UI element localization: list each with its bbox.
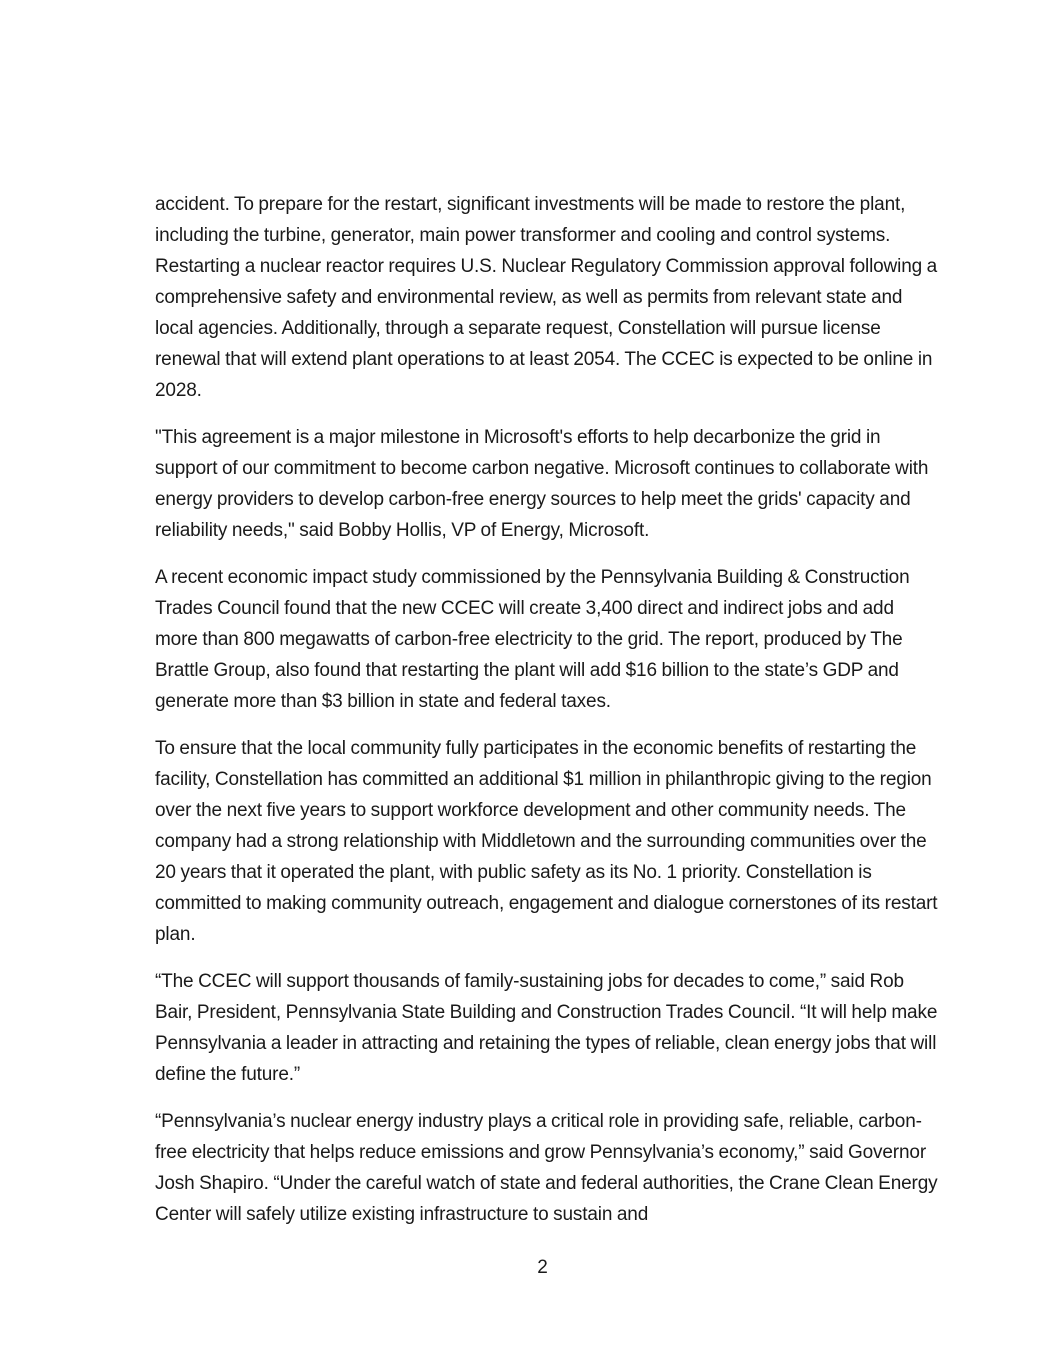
paragraph-community-commitment: To ensure that the local community fully participates in the economic benefits of restarting the facility, Constellation has committed an additional $1 million in philanthropic giving to the region over the next five years to support workforce development and other community needs. The company had a strong relationship with Middletown and the surrounding communities over the 20 years that it operated the plant, with public safety as its No. 1 priority. Constellation is committed to making community outreach, engagement and dialogue cornerstones of its restart plan. <box>155 738 938 945</box>
paragraph-rob-bair-quote: “The CCEC will support thousands of family-sustaining jobs for decades to come,” said Rob Bair, President, Pennsylvania State Building and Construction Trades Council. “It will help make Pennsylvania a leader in attracting and retaining the types of reliable, clean energy jobs that will define the future.” <box>155 971 938 1085</box>
paragraph-restart-investments: accident. To prepare for the restart, significant investments will be made to restore the plant, including the turbine, generator, main power transformer and cooling and control systems. Restarting a nuclear reactor requires U.S. Nuclear Regulatory Commission approval following a comprehensive safety and environmental review, as well as permits from relevant state and local agencies. Additionally, through a separate request, Constellation will pursue license renewal that will extend plant operations to at least 2054. The CCEC is expected to be online in 2028. <box>155 194 938 401</box>
paragraph-microsoft-quote: "This agreement is a major milestone in Microsoft's efforts to help decarbonize the grid in support of our commitment to become carbon negative. Microsoft continues to collaborate with energy providers to develop carbon-free energy sources to help meet the grids' capacity and reliability needs," said Bobby Hollis, VP of Energy, Microsoft. <box>155 427 929 541</box>
paragraph-economic-impact: A recent economic impact study commissioned by the Pennsylvania Building & Construction Trades Council found that the new CCEC will create 3,400 direct and indirect jobs and add more than 800 megawatts of carbon-free electricity to the grid. The report, produced by The Brattle Group, also found that restarting the plant will add $16 billion to the state’s GDP and generate more than $3 billion in state and federal taxes. <box>155 567 910 712</box>
document-body <box>155 189 940 1246</box>
page-number: 2 <box>537 1257 548 1278</box>
paragraph-governor-quote: “Pennsylvania’s nuclear energy industry plays a critical role in providing safe, reliable, carbon-free electricity that helps reduce emissions and grow Pennsylvania’s economy,” said Governor Josh Shapiro. “Under the careful watch of state and federal authorities, the Crane Clean Energy Center will safely utilize existing infrastructure to sustain and <box>155 1111 938 1225</box>
